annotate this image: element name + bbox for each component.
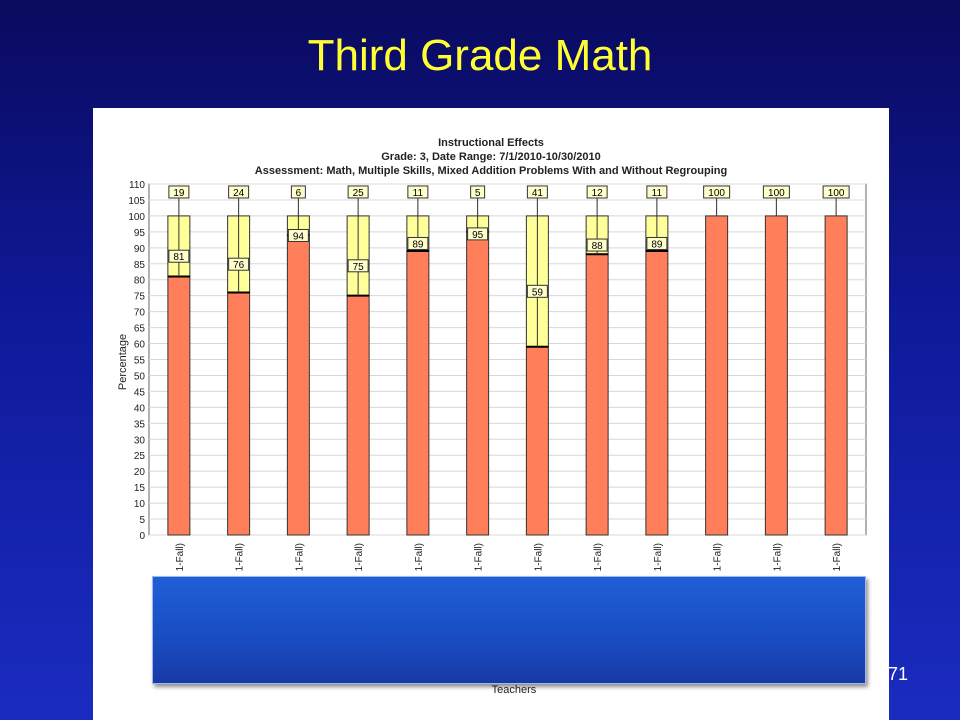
x-tick-label: 1-Fall) <box>354 543 366 572</box>
top-data-label: 11 <box>412 187 424 199</box>
grid-layer <box>149 184 866 535</box>
top-data-label: 100 <box>708 187 725 199</box>
bar-lower-segment <box>347 296 369 535</box>
y-tick-label: 80 <box>133 275 145 287</box>
lower-data-label: 89 <box>651 239 663 251</box>
y-tick-label: 20 <box>133 467 145 479</box>
data-label-layer <box>169 186 849 347</box>
y-tick-label: 15 <box>133 483 145 495</box>
y-tick-label: 60 <box>133 339 145 351</box>
top-data-label: 100 <box>768 187 785 199</box>
top-data-label: 12 <box>591 187 603 199</box>
overlay-box <box>152 576 866 684</box>
bar-lower-segment <box>407 251 429 535</box>
bar-lower-segment <box>287 235 309 535</box>
x-tick-label: 1-Fall) <box>772 543 784 572</box>
top-data-label: 24 <box>233 187 245 199</box>
y-tick-label: 65 <box>133 323 145 335</box>
bar-lower-segment <box>526 347 548 535</box>
bar-lower-segment <box>228 292 250 535</box>
chart-subtitle: Grade: 3, Date Range: 7/1/2010-10/30/2010 <box>381 151 601 163</box>
slide-number: 71 <box>888 664 909 684</box>
top-data-label: 25 <box>352 187 364 199</box>
top-data-label: 41 <box>531 187 543 199</box>
bar-lower-segment <box>168 277 190 535</box>
y-tick-label: 70 <box>133 307 145 319</box>
x-axis-ticks <box>175 543 843 571</box>
y-axis-label: Percentage <box>117 333 129 391</box>
top-data-label: 6 <box>295 187 302 199</box>
x-tick-label: 1-Fall) <box>294 543 306 572</box>
top-data-label: 11 <box>651 187 663 199</box>
bar-lower-segment <box>706 216 728 535</box>
y-tick-label: 10 <box>133 499 145 511</box>
chart-title: Instructional Effects <box>438 137 544 149</box>
y-tick-label: 50 <box>133 371 145 383</box>
chart-assessment: Assessment: Math, Multiple Skills, Mixed Addition Problems With and Without Regrouping <box>254 165 728 177</box>
y-tick-label: 110 <box>129 180 145 191</box>
x-tick-label: 1-Fall) <box>652 543 664 572</box>
bar-lower-segment <box>825 216 847 535</box>
y-tick-label: 25 <box>133 451 145 463</box>
x-tick-label: 1-Fall) <box>413 543 425 572</box>
y-tick-label: 45 <box>133 387 145 399</box>
y-tick-label: 0 <box>139 531 145 542</box>
lower-data-label: 88 <box>591 241 603 253</box>
top-data-label: 5 <box>474 187 481 199</box>
y-tick-label: 30 <box>133 435 145 447</box>
slide-title: Third Grade Math <box>307 31 653 80</box>
x-tick-label: 1-Fall) <box>234 543 246 572</box>
y-tick-label: 105 <box>128 195 145 207</box>
bar-lower-segment <box>467 229 489 535</box>
y-tick-label: 95 <box>133 227 145 239</box>
y-tick-label: 5 <box>139 515 145 527</box>
lower-data-label: 81 <box>173 252 185 264</box>
y-tick-label: 35 <box>133 419 145 431</box>
y-tick-label: 40 <box>133 403 145 415</box>
lower-data-label: 75 <box>352 261 364 273</box>
x-tick-label: 1-Fall) <box>712 543 724 572</box>
bar-lower-segment <box>646 251 668 535</box>
x-tick-label: 1-Fall) <box>593 543 605 572</box>
bar-lower-segment <box>586 254 608 535</box>
x-tick-label: 1-Fall) <box>832 543 844 572</box>
lower-data-label: 94 <box>292 231 304 243</box>
y-tick-label: 75 <box>133 291 145 303</box>
lower-data-label: 59 <box>531 287 543 299</box>
x-tick-label: 1-Fall) <box>174 543 186 572</box>
y-tick-label: 55 <box>133 355 145 367</box>
x-tick-label: 1-Fall) <box>533 543 545 572</box>
top-data-label: 19 <box>173 187 185 199</box>
lower-data-label: 76 <box>233 260 245 272</box>
y-tick-label: 100 <box>128 211 145 223</box>
bar-lower-segment <box>765 216 787 535</box>
x-axis-label: Teachers <box>491 684 537 696</box>
x-tick-label: 1-Fall) <box>473 543 485 572</box>
lower-data-label: 95 <box>472 229 484 241</box>
lower-data-label: 89 <box>412 239 424 251</box>
y-axis-ticks <box>128 180 145 542</box>
y-tick-label: 85 <box>133 259 145 271</box>
y-tick-label: 90 <box>133 243 145 255</box>
top-data-label: 100 <box>827 187 845 199</box>
